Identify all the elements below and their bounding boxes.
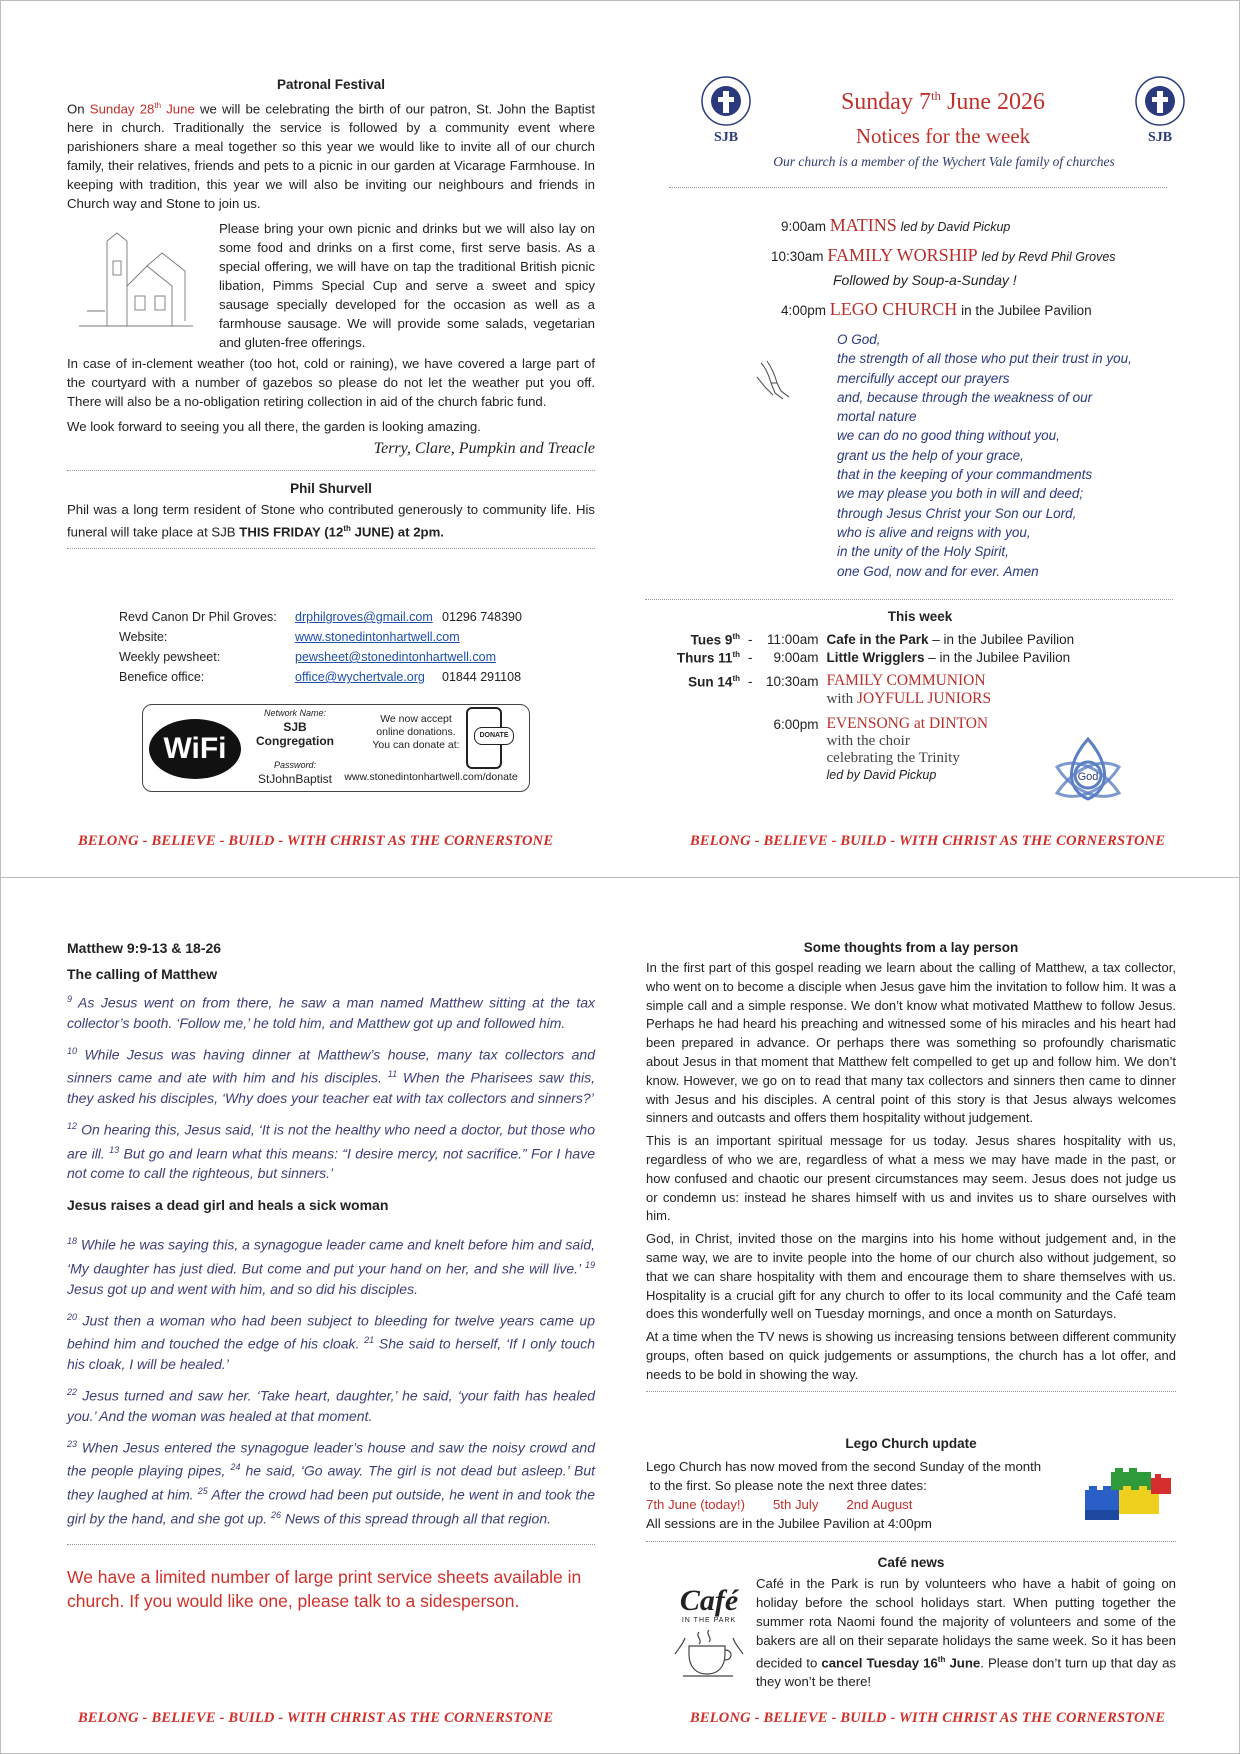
divider [67, 470, 595, 471]
contact-row: Benefice office: office@wychertvale.org 01844 291108 [119, 670, 522, 684]
praying-hands-icon [753, 357, 793, 401]
wifi-donate-box: WiFi Network Name: SJB Congregation Password: StJohnBaptist We now accept online donations. You can donate at: www.stonedintonhartwell.com/donate DONATE [142, 704, 530, 792]
svg-text:SJB: SJB [1147, 130, 1173, 145]
divider [669, 187, 1167, 188]
footer-motto: BELONG - BELIEVE - BUILD - WITH CHRIST AS THE CORNERSTONE [690, 1710, 1166, 1726]
patronal-signature: Terry, Clare, Pumpkin and Treacle [373, 440, 595, 458]
thoughts-paragraph: This is an important spiritual message for us today. Jesus shares hospitality with us, regardless of who we are, regardless of what a mess we may have made in the past, or how confused and chaotic our present circumstances may seem. Jesus does not judge us or condemn us: instead he shares himself with us and invites us to share ourselves with him. [646, 1133, 1176, 1224]
donate-button[interactable]: DONATE [474, 727, 514, 745]
svg-text:God: God [1077, 771, 1099, 783]
lego-church-section: Lego Church update Lego Church has now moved from the second Sunday of the month to the first. So please note the next three dates: 7th June (today!) 5th July 2nd August All sessions are in the Jubilee Pavilion at 4:00pm [646, 1436, 1176, 1542]
week-row-evensong: 6:00pm EVENSONG at DINTON with the choir celebrating the Trinity led by David Pickup [773, 715, 989, 782]
divider [646, 1391, 1176, 1392]
wifi-password: StJohnBaptist [257, 772, 333, 786]
contact-row: Revd Canon Dr Phil Groves: drphilgroves@gmail.com 01296 748390 [119, 610, 522, 624]
footer-motto: BELONG - BELIEVE - BUILD - WITH CHRIST AS THE CORNERSTONE [690, 833, 1166, 849]
this-week-table [666, 631, 1078, 783]
patronal-heading: Patronal Festival [276, 77, 386, 92]
lego-heading: Lego Church update [845, 1436, 977, 1451]
wifi-logo-icon: WiFi [149, 719, 241, 779]
verse: $^{22}$ Jesus turned and saw her. ‘Take heart, daughter,’ he said, ‘your faith has healed you.’ And the woman was healed at that moment. [67, 1386, 595, 1424]
lego-bricks-icon [1081, 1468, 1177, 1524]
thoughts-heading: Some thoughts from a lay person [803, 940, 1019, 955]
lego-dates: 7th June (today!) 5th July 2nd August [646, 1497, 913, 1512]
obituary-text: Phil was a long term resident of Stone who contributed generously to community life. His funeral will take place at SJB THIS FRIDAY (12th JUNE) at 2pm. [67, 502, 595, 540]
contact-row: Website: www.stonedintonhartwell.com [119, 630, 460, 644]
collect-prayer: O God, the strength of all those who put their trust in you, mercifully accept our prayers and, because through the weakness of our mortal nature we can do no good thing without you, grant us the help of your grace, that in the keeping of your commandments we may please you both in will and deed; through Jesus Christ your Son our Lord, who is alive and reigns with you, in the unity of the Holy Spirit, one God, now and for ever. Amen [837, 332, 1132, 579]
cafe-heading: Café news [877, 1555, 945, 1570]
cafe-news-section [646, 1555, 1176, 1691]
week-row: Sun 14th - 10:30am FAMILY COMMUNION with JOYFULL JUNIORS [688, 672, 992, 707]
patronal-paragraph-3: In case of in-clement weather (too hot, cold or raining), we have covered a large part of the courtyard with a number of gazebos so please do not let the weather put you off. There will also be a no-obligation retiring collection in aid of the church fabric fund. [67, 356, 595, 410]
pewsheet-link[interactable]: pewsheet@stonedintonhartwell.com [295, 650, 496, 664]
footer-motto: BELONG - BELIEVE - BUILD - WITH CHRIST AS THE CORNERSTONE [78, 1710, 554, 1726]
donate-url[interactable]: www.stonedintonhartwell.com/donate [344, 771, 518, 783]
reading-subheading-2: Jesus raises a dead girl and heals a sick woman [67, 1197, 389, 1214]
reading-subheading-1: The calling of Matthew [67, 966, 218, 982]
office-link[interactable]: office@wychertvale.org [295, 670, 425, 684]
divider [67, 548, 595, 549]
thoughts-paragraph: In the first part of this gospel reading we learn about the calling of Matthew, a tax collector, who went on to become a disciple when Jesus gave him the invitation to follow him. It was a simple call and a simple response. We don’t know what motivated Matthew to follow Jesus. Perhaps he had heard his preaching and witnessed some of his miracles and his heart had been prepared in advance. Or perhaps there was something so profoundly charismatic about Jesus in that moment that Matthew felt compelled to get up and follow him. We don’t know. However, we go on to read that many tax collectors and sinners then came to dinner with Jesus and his disciples. A central point of this story is that Jesus always welcomes sinners and outcasts and offers them hospitality without judgement. [646, 960, 1176, 1126]
svg-text:SJB: SJB [713, 130, 739, 145]
thoughts-paragraph: At a time when the TV news is showing us increasing tensions between different community groups, often based on quick judgements or assumptions, the church has a lot offer, and needs to be bold in showing the way. [646, 1329, 1176, 1382]
footer-motto: BELONG - BELIEVE - BUILD - WITH CHRIST AS THE CORNERSTONE [78, 833, 554, 849]
week-row: Thurs 11th - 9:00am Little Wrigglers – in the Jubilee Pavilion [676, 649, 1071, 665]
sunday-date-title: Sunday 7th June 2026 [840, 88, 1046, 115]
trinity-knot-icon [1049, 733, 1127, 805]
verse: $^{12}$ On hearing this, Jesus said, ‘It is not the healthy who need a doctor, but those who are ill. $^{13}$ But go and learn what this means: “I desire mercy, not sacrifice.” For I have not come to call the righteous, but sinners.’ [67, 1120, 595, 1182]
church-sketch-icon [77, 231, 195, 331]
lay-thoughts-section [646, 940, 1176, 1392]
notices-header [761, 81, 1125, 151]
gospel-reading-section [67, 940, 595, 1613]
contact-row: Weekly pewsheet: pewsheet@stonedintonhartwell.com [119, 650, 496, 664]
verse: $^9$ As Jesus went on from there, he saw a man named Matthew sitting at the tax collector’s booth. ‘Follow me,’ he told him, and Matthew got up and followed him. [67, 994, 595, 1031]
week-row: Tues 9th - 11:00am Cafe in the Park – in the Jubilee Pavilion [690, 632, 1075, 648]
phone-donate-icon [466, 707, 509, 769]
cafe-text: Café in the Park is run by volunteers who have a habit of going on holiday before the school holidays start. When putting together the summer rota Naomi found the majority of volunteers and some of the bakers are all on their separate holidays the same week. So it has been decided to cancel Tuesday 16th June. Please don’t turn up that day as they won’t be there! [756, 1576, 1176, 1690]
email-link[interactable]: drphilgroves@gmail.com [295, 610, 433, 624]
obituary-heading: Phil Shurvell [290, 481, 372, 497]
patronal-paragraph-1: On Sunday 28th June we will be celebrating the birth of our patron, St. John the Baptist here in church. Traditionally the service is followed by a community event where parishioners share a meal together so this year we would like to invite all of our church family, their relatives, friends and pets to a picnic in our garden at Vicarage Farmhouse. In keeping with tradition, this year we will also be inviting our neighbours and friends in Church way and Stone to join us. [67, 101, 595, 212]
patronal-paragraph-2: Please bring your own picnic and drinks but we will also lay on some food and drinks on a first come, first serve basis. As a special offering, we will have on tap the traditional British picnic libation, Pimms Special Cup and serve a sweet and spicy sausage specially developed for the occasion as well as a farmhouse sausage. We will provide some salads, vegetarian and gluten-free offerings. [219, 221, 595, 351]
wifi-network-name: SJB Congregation [256, 720, 334, 748]
tagline: Our church is a member of the Wychert Vale family of churches [773, 154, 1115, 169]
patronal-paragraph-4: We look forward to seeing you all there, the garden is looking amazing. [67, 419, 481, 435]
divider [646, 1541, 1176, 1542]
divider [645, 599, 1173, 600]
service-family-worship: 10:30am FAMILY WORSHIP led by Revd Phil Groves [771, 245, 1116, 265]
notice-sheet-page-2 [0, 877, 1240, 1754]
notices-subtitle: Notices for the week [855, 124, 1031, 148]
this-week-heading: This week [887, 609, 953, 624]
patronal-festival-section [67, 77, 595, 549]
website-link[interactable]: www.stonedintonhartwell.com [295, 630, 460, 644]
large-print-notice: We have a limited number of large print service sheets available in church. If you would like one, please talk to a sidesperson. [67, 1567, 582, 1612]
reading-title: Matthew 9:9-13 & 18-26 [67, 940, 222, 956]
sjb-logo-icon [694, 73, 758, 145]
service-lego-church: 4:00pm LEGO CHURCH in the Jubilee Pavilion [781, 299, 1092, 319]
cafe-logo-icon: Café IN THE PARK [664, 1585, 754, 1690]
verse: $^{23}$ When Jesus entered the synagogue leader’s house and saw the noisy crowd and the people playing pipes, $^{24}$ he said, ‘Go away. The girl is not dead but asleep.’ But they laughed at him. $^{25}$ After the crowd had been put outside, he went in and took the girl by the hand, and she got up. $^{26}$ News of this spread through all that region. [67, 1438, 595, 1527]
divider [67, 1544, 595, 1545]
contacts-table [119, 609, 522, 689]
soup-a-sunday-note: Followed by Soup-a-Sunday ! [833, 272, 1017, 288]
verse: $^{10}$ While Jesus was having dinner at Matthew’s house, many tax collectors and sinners came and ate with him and his disciples. $^{11}$ When the Pharisees saw this, they asked his disciples, ‘Why does your teacher eat with tax collectors and sinners?’ [67, 1045, 595, 1106]
sjb-logo-icon [1128, 73, 1192, 145]
donate-text: We now accept online donations. You can donate at: [372, 713, 460, 751]
verse: $^{18}$ While he was saying this, a synagogue leader came and knelt before him and said, ‘My daughter has just died. But come and put your hand on her, and she will live.’ $^{19}$ Jesus got up and went with him, and so did his disciples. [67, 1236, 595, 1297]
service-matins: 9:00am MATINS led by David Pickup [781, 215, 1011, 235]
thoughts-paragraph: God, in Christ, invited those on the margins into his home without judgement and, in the same way, we are to invite people into the home of our church also without judgement, so that we can share hospitality with them and encourage them to share themselves with us. Hospitality is a crucial gift for any church to offer to its local community and the Café team does this wonderfully well on Tuesday mornings, and once a month on Saturdays. [646, 1231, 1176, 1322]
verse: $^{20}$ Just then a woman who had been subject to bleeding for twelve years came up behind him and touched the edge of his cloak. $^{21}$ She said to herself, ‘If I only touch his cloak, I will be healed.’ [67, 1311, 595, 1372]
